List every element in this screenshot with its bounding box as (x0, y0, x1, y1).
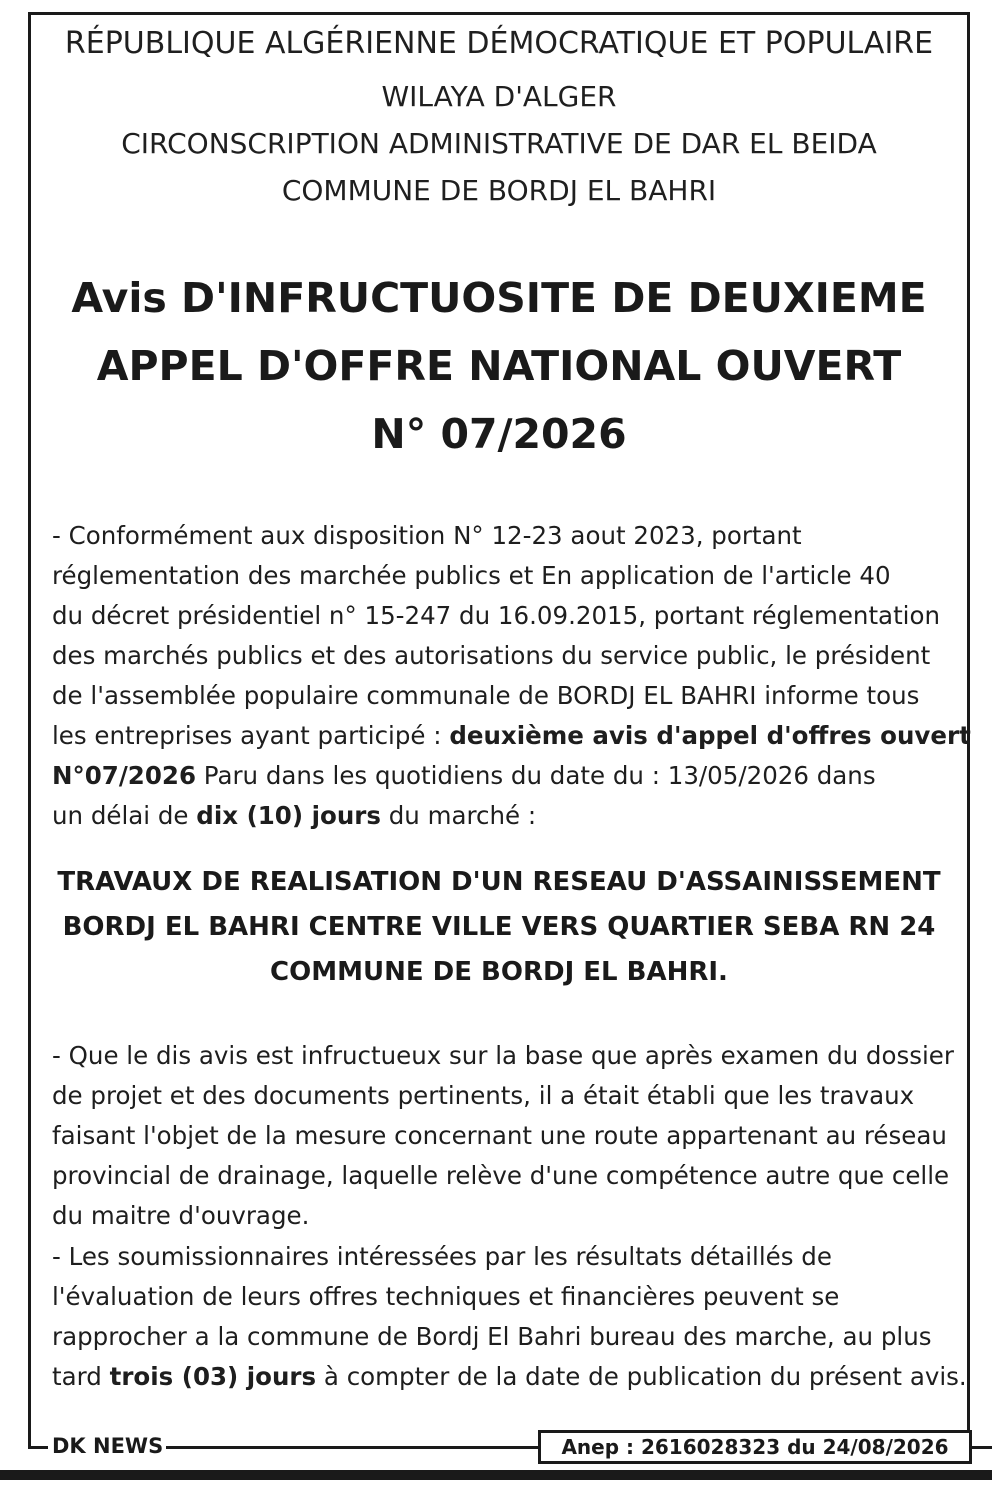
paragraph-line (52, 1357, 967, 1397)
bold-run: deuxième avis d'appel d'offres ouvert (449, 721, 971, 750)
paragraph-line: l'évaluation de leurs offres techniques et financières peuvent se (52, 1282, 840, 1311)
header-republic: RÉPUBLIQUE ALGÉRIENNE DÉMOCRATIQUE ET POPULAIRE (64, 26, 934, 61)
paragraph-line (52, 796, 967, 836)
text-run: Paru dans les quotidiens du date du : 13/05/2026 dans (196, 761, 876, 790)
paragraph-line: faisant l'objet de la mesure concernant une route appartenant au réseau (52, 1121, 947, 1150)
paragraph-soumissionnaires (52, 1237, 967, 1397)
text-run: les entreprises ayant participé : (52, 721, 450, 750)
title-line-1: Avis D'INFRUCTUOSITE DE DEUXIEME (71, 274, 927, 322)
paragraph-line (52, 756, 967, 796)
bold-run: trois (03) jours (109, 1362, 317, 1391)
source-label: DK NEWS (52, 1434, 164, 1458)
paragraph-line: des marchés publics et des autorisations du service public, le président (52, 641, 931, 670)
header-commune: COMMUNE DE BORDJ EL BAHRI (281, 174, 717, 207)
paragraph-line: rapprocher a la commune de Bordj El Bahri bureau des marche, au plus (52, 1322, 932, 1351)
footer-rule-middle (166, 1446, 538, 1449)
footer-rule-left (28, 1446, 48, 1449)
paragraph-conformement (52, 516, 971, 836)
paragraph-line: du décret présidentiel n° 15-247 du 16.09.2015, portant réglementation (52, 601, 940, 630)
paragraph-line: - Conformément aux disposition N° 12-23 aout 2023, portant (52, 521, 802, 550)
object-line-1: TRAVAUX DE REALISATION D'UN RESEAU D'ASSAINISSEMENT (57, 867, 941, 897)
paragraph-line: - Les soumissionnaires intéressées par les résultats détaillés de (52, 1242, 832, 1271)
anep-reference: Anep : 2616028323 du 24/08/2026 (538, 1430, 972, 1464)
paragraph-infructueux (52, 1036, 967, 1236)
footer-rule-right (972, 1446, 992, 1449)
header-circonscription: CIRCONSCRIPTION ADMINISTRATIVE DE DAR EL BEIDA (121, 127, 877, 160)
header-wilaya: WILAYA D'ALGER (381, 80, 617, 113)
object-line-2: BORDJ EL BAHRI CENTRE VILLE VERS QUARTIER SEBA RN 24 (62, 912, 936, 942)
paragraph-line: du maitre d'ouvrage. (52, 1201, 310, 1230)
paragraph-line (52, 716, 971, 756)
text-run: du marché : (380, 801, 537, 830)
paragraph-line: provincial de drainage, laquelle relève d'une compétence autre que celle (52, 1161, 950, 1190)
paragraph-line: réglementation des marchée publics et En application de l'article 40 (52, 561, 891, 590)
notice-title (28, 264, 970, 468)
title-line-2: APPEL D'OFFRE NATIONAL OUVERT (96, 342, 902, 390)
paragraph-line: - Que le dis avis est infructueux sur la base que après examen du dossier (52, 1041, 954, 1070)
bold-run: dix (10) jours (196, 801, 381, 830)
object-line-3: COMMUNE DE BORDJ EL BAHRI. (270, 957, 728, 987)
text-run: tard (52, 1362, 110, 1391)
bottom-bar (0, 1470, 992, 1480)
project-object (28, 860, 970, 995)
paragraph-line: de projet et des documents pertinents, il a était établi que les travaux (52, 1081, 915, 1110)
paragraph-line: de l'assemblée populaire communale de BORDJ EL BAHRI informe tous (52, 681, 920, 710)
text-run: un délai de (52, 801, 197, 830)
bold-run: N°07/2026 (52, 761, 196, 790)
title-line-3: N° 07/2026 (371, 410, 627, 458)
text-run: à compter de la date de publication du présent avis. (316, 1362, 967, 1391)
